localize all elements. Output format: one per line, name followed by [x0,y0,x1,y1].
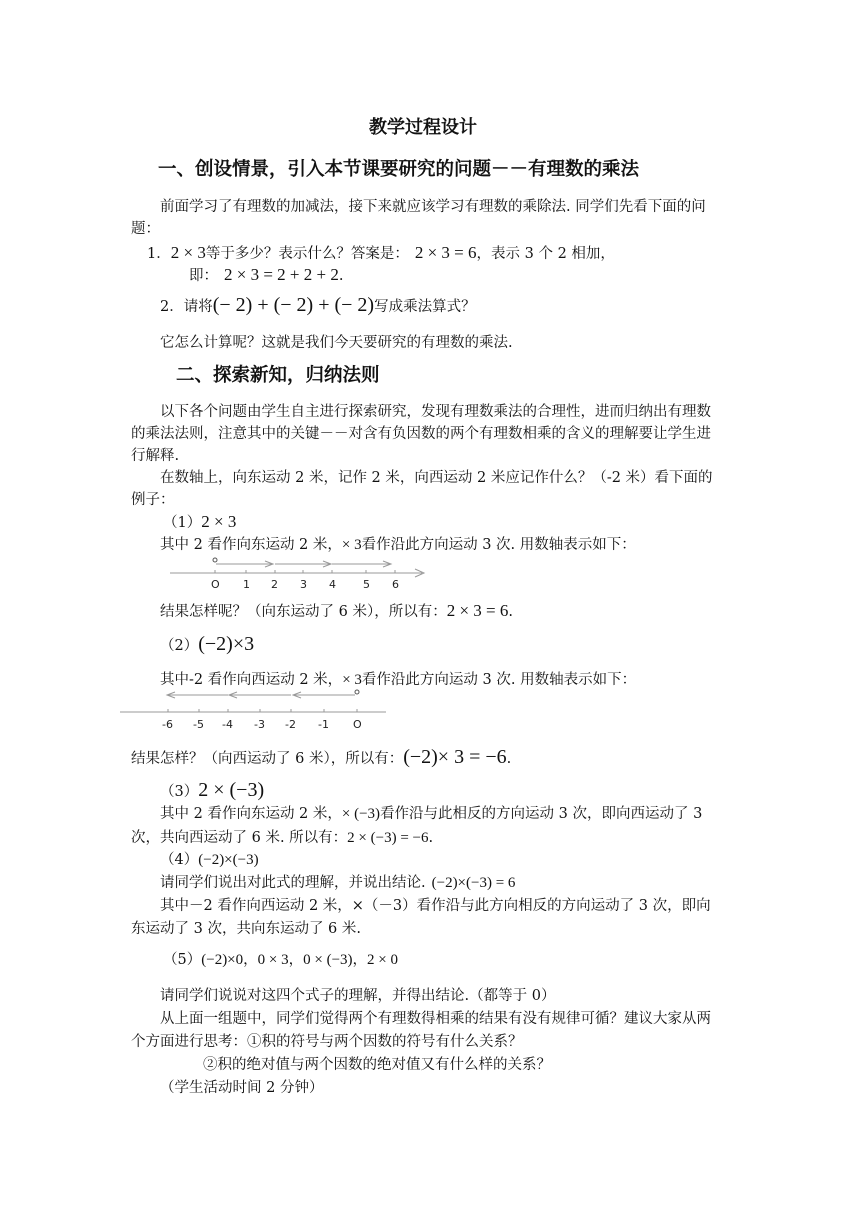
example-2-desc [160,670,636,690]
number-line-positive [168,556,430,592]
math-2x3: 2 × 3 [170,243,206,262]
question-1-continuation [189,265,343,286]
period: . [508,604,513,620]
tick-label-1: 1 [243,578,250,591]
example-2-result [131,747,511,769]
math-neg2x-neg3-eq-6: (−2)×(−3) = 6 [431,875,516,891]
math-times-3: × 3 [342,672,362,688]
tick-label-4: 4 [329,578,336,591]
example-1-result-text: 结果怎样呢？（向东运动了 6 米），所以有： [160,604,447,620]
example-3-line [160,780,264,802]
example-1-desc-b: 看作沿此方向运动 3 次. 用数轴表示如下： [361,537,636,553]
math-times-3: × 3 [341,537,362,553]
example-4-line [160,850,259,870]
example-2-label: （2） [160,638,199,654]
question-1-ji: 即： [189,268,218,284]
example-3-desc [160,804,702,824]
example-2-result-text: 结果怎样？（向西运动了 6 米），所以有： [131,751,404,767]
tick-label-neg4: -4 [222,718,233,731]
separator: ， [288,952,304,968]
example-1-result [160,601,513,622]
para2-line-1: 在数轴上，向东运动 2 米，记作 2 米，向西运动 2 米应记作什么？（-2 米）看下面的 [160,470,713,486]
separator: ， [352,952,368,968]
period: . [428,830,434,846]
separator: ， [243,952,258,968]
question-2-text-2: 写成乘法算式？ [374,299,476,315]
para2-line-2: 例子： [131,492,175,508]
period: . [506,751,512,767]
example-1-line [163,512,236,533]
number-line-negative [118,688,390,732]
example-1-desc-a: 其中 2 看作向东运动 2 米， [160,537,342,553]
math-2x-neg3-eq-neg6: 2 × (−3) = −6 [347,830,429,846]
example-4-text-1 [160,873,515,893]
example-4-text-3: 东运动了 3 次，共向东运动了 6 米. [131,921,361,937]
origin-marker [355,690,359,694]
math-2x3-eq-6: 2 × 3 = 6 [414,243,477,262]
example-5-label: （5） [163,952,202,968]
tick-label-O: O [211,578,220,591]
section1-closing: 它怎么计算呢？这就是我们今天要研究的有理数的乘法. [160,335,513,351]
math-neg2x3-eq-neg6: (−2)× 3 = −6 [403,746,507,768]
example-5-text-2: 请同学们说说对这四个式子的理解，并得出结论.（都等于 0） [160,988,556,1004]
question-1-text-2: ，表示 3 个 2 相加， [476,246,615,262]
math-0x3: 0 × 3 [257,952,289,968]
example-5-line [163,950,398,970]
example-3-desc-c: 次，共向西运动了 6 米. 所以有： [131,830,348,846]
tick-label-neg1: -1 [318,718,329,731]
question-1-line [147,243,615,264]
intro-line-1: 前面学习了有理数的加减法，接下来就应该学习有理数的乘除法. 同学们先看下面的问 [160,199,706,215]
tick-label-neg3: -3 [254,718,265,731]
math-ex3: 2 × (−3) [198,779,265,801]
tick-label-O: O [353,718,362,731]
math-ex4: (−2)×(−3) [198,852,259,868]
math-times-neg3: × (−3) [341,806,381,822]
math-neg2-sum: (− 2) + (− 2) + (− 2) [212,294,375,316]
example-3-label: （3） [160,784,199,800]
math-neg2x0: (−2)×0 [201,952,244,968]
tick-label-5: 5 [363,578,370,591]
section1-heading: 一、创设情景，引入本节课要研究的问题－－有理数的乘法 [158,159,640,180]
example-4-prompt: 请同学们说出对此式的理解，并说出结论. [160,875,426,891]
example-5-text-5: ②积的绝对值与两个因数的绝对值又有什么样的关系？ [203,1057,551,1073]
example-5-text-3: 从上面一组题中，同学们觉得两个有理数得相乘的结果有没有规律可循？建议大家从两 [160,1011,711,1027]
example-4-text-2: 其中－2 看作向西运动 2 米，×（－3）看作沿与此方向相反的方向运动了 3 次，即向 [160,898,711,914]
tick-label-neg6: -6 [162,718,173,731]
math-2x3-sum: 2 × 3 = 2 + 2 + 2 [224,265,339,284]
tick-label-3: 3 [300,578,307,591]
para1-line-2: 的乘法法则，注意其中的关键－－对含有负因数的两个有理数相乘的含义的理解要让学生进 [131,426,711,442]
student-activity-note: （学生活动时间 2 分钟） [160,1080,324,1096]
example-4-label: （4） [160,852,199,868]
question-2-text: 2．请将 [160,299,213,315]
tick-label-6: 6 [392,578,399,591]
period: . [338,268,344,284]
para1-line-3: 行解释. [131,448,180,464]
question-1-text: 等于多少？表示什么？答案是： [205,246,409,262]
example-2-desc-b: 看作沿此方向运动 3 次. 用数轴表示如下： [361,672,637,688]
question-1-number: 1． [147,246,171,262]
example-5-text-4: 个方面进行思考：①积的符号与两个因数的符号有什么关系？ [131,1034,523,1050]
question-2-line [160,295,476,317]
math-2x0: 2 × 0 [367,952,399,968]
example-1-label: （1） [163,515,202,531]
math-ex2: (−2)×3 [198,633,255,655]
example-3-desc-a: 其中 2 看作向东运动 2 米， [160,806,342,822]
math-ex1: 2 × 3 [201,512,237,531]
tick-label-neg2: -2 [285,718,296,731]
math-0x-neg3: 0 × (−3) [303,952,353,968]
example-3-desc-b: 看作沿与此相反的方向运动 3 次，即向西运动了 3 [380,806,703,822]
tick-label-2: 2 [271,578,278,591]
para1-line-1: 以下各个问题由学生自主进行探索研究，发现有理数乘法的合理性，进而归纳出有理数 [160,404,711,420]
example-2-line [160,634,254,656]
section2-heading: 二、探索新知，归纳法则 [176,365,380,386]
math-2x3-eq-6-result: 2 × 3 = 6 [446,601,509,620]
example-3-desc-line-2 [131,828,433,848]
example-1-desc [160,535,636,555]
document-title: 教学过程设计 [369,117,477,138]
tick-label-neg5: -5 [193,718,204,731]
origin-marker [213,558,217,562]
example-2-desc-a: 其中-2 看作向西运动 2 米， [160,672,343,688]
intro-line-2: 题： [131,221,160,237]
